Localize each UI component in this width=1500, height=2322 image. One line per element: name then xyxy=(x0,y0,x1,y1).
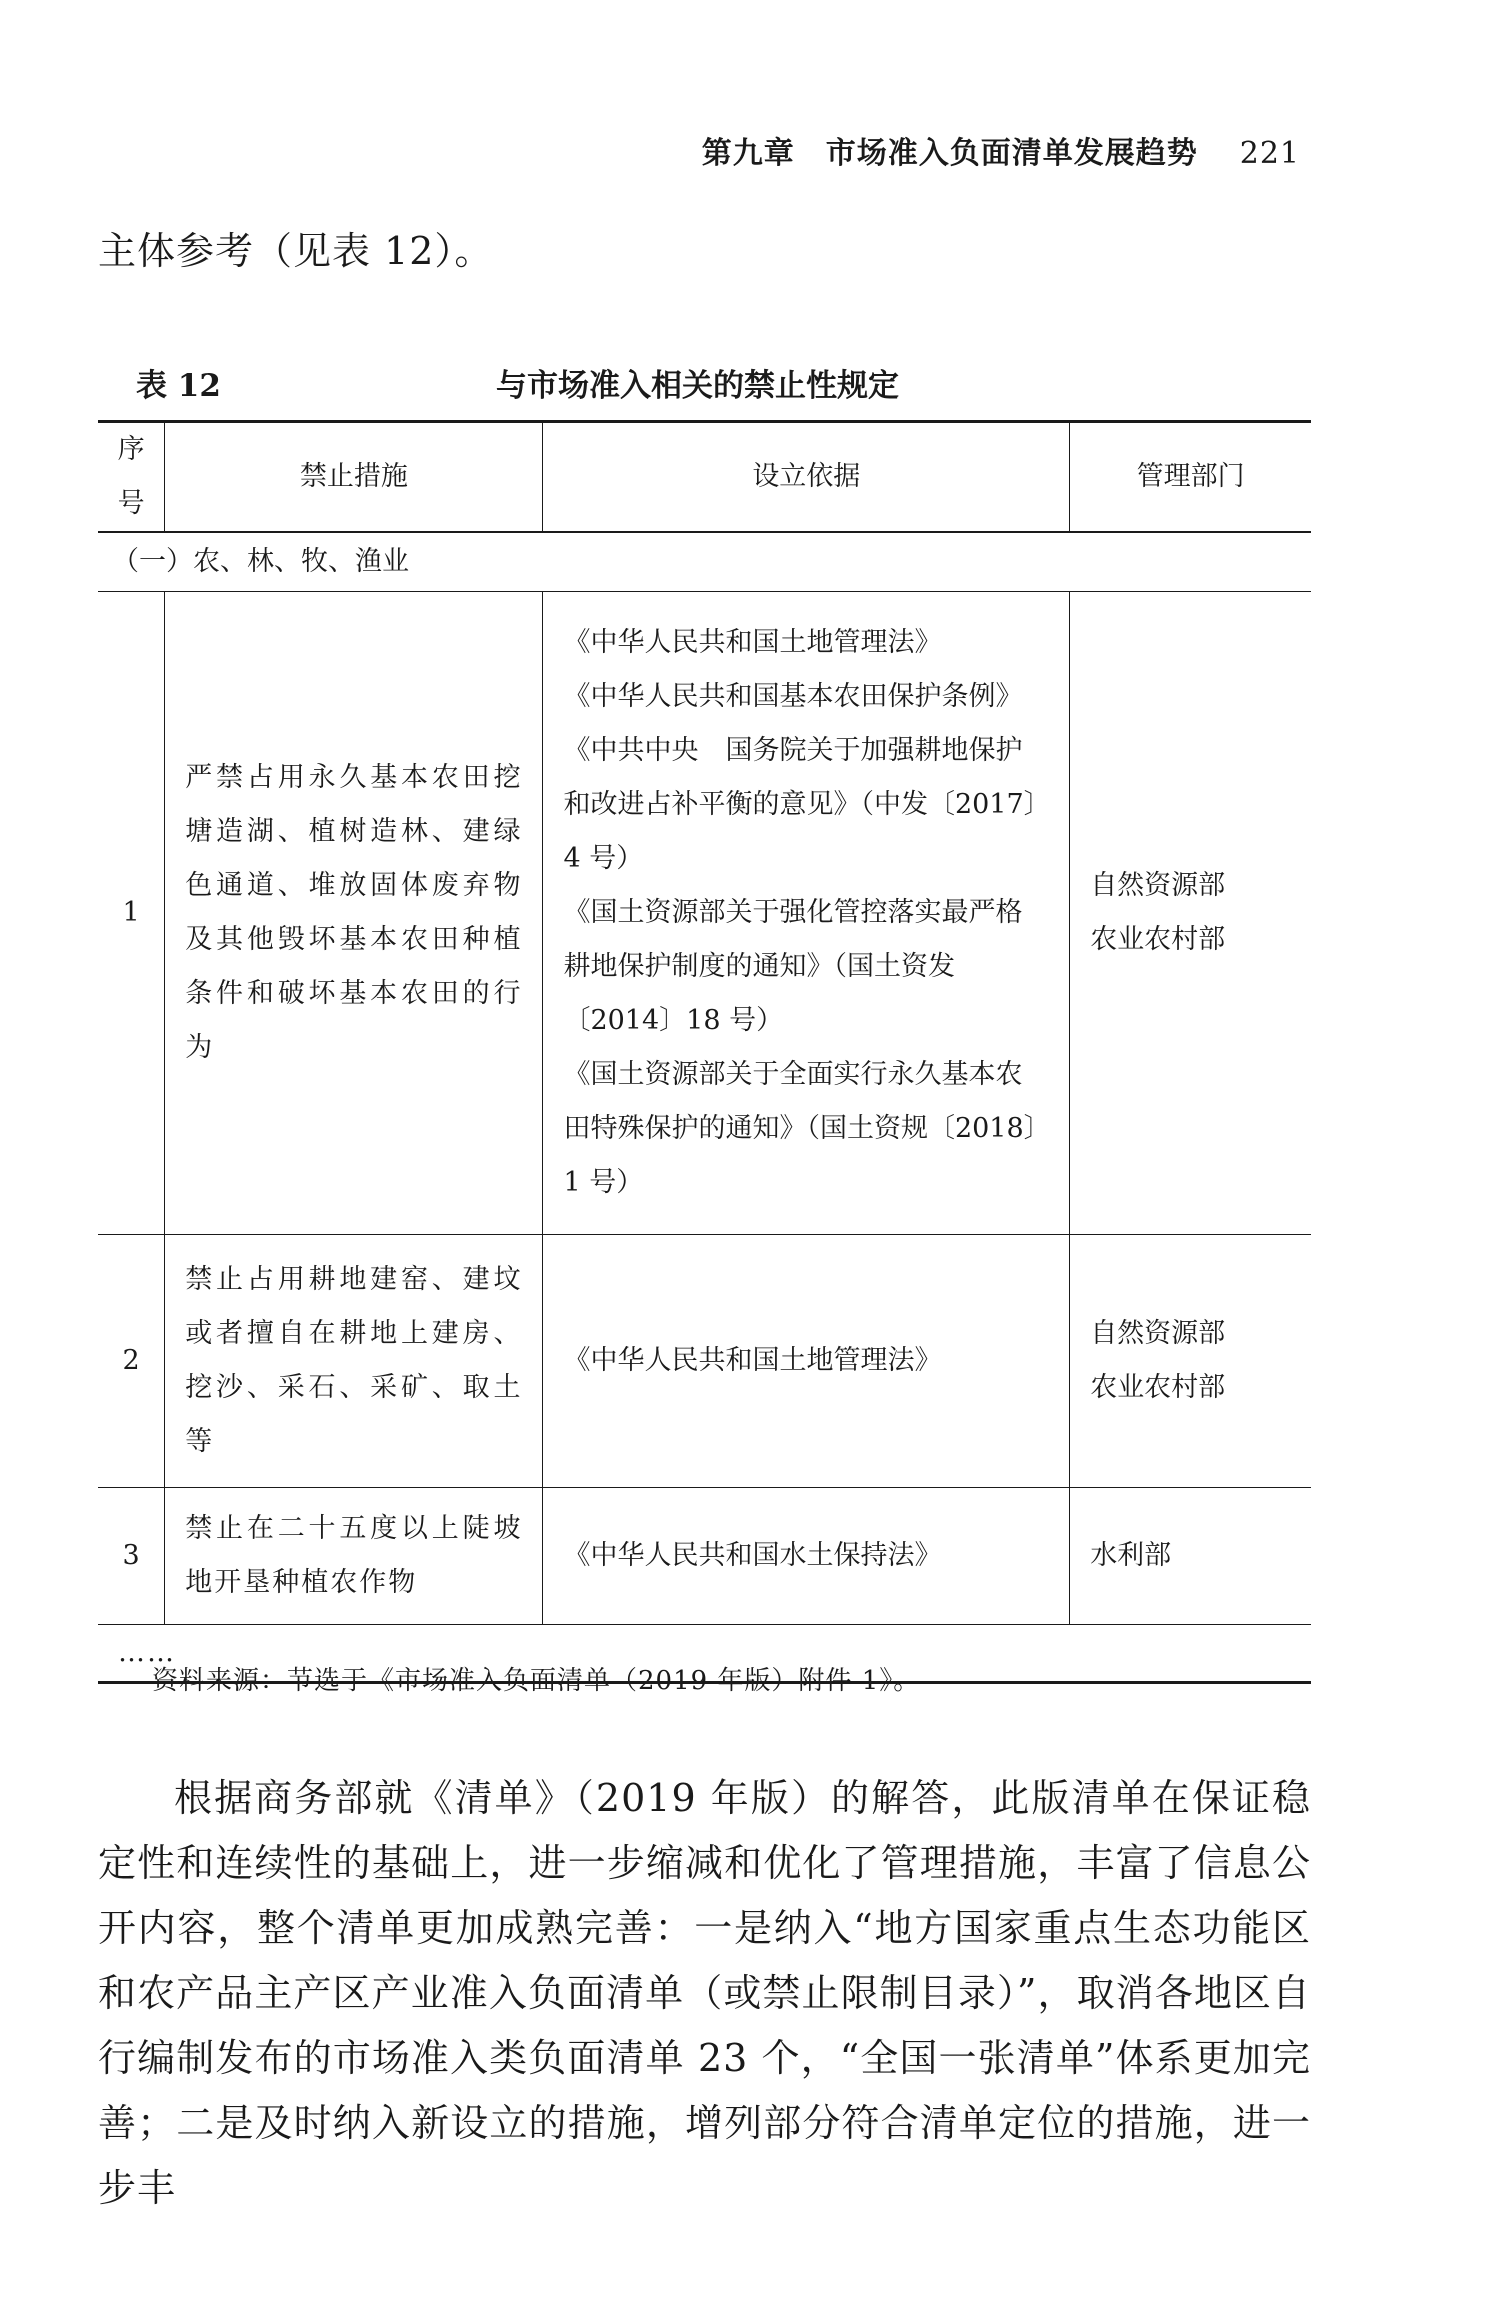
row-basis xyxy=(543,1488,1070,1625)
column-header-measure: 禁止措施 xyxy=(165,422,543,533)
dept-item: 自然资源部 xyxy=(1090,1318,1226,1349)
table-row xyxy=(98,1235,1311,1488)
table-title: 与市场准入相关的禁止性规定 xyxy=(496,368,899,404)
lead-text: 主体参考（见表 12）。 xyxy=(98,229,494,273)
category-row xyxy=(98,532,1311,592)
row-basis xyxy=(543,1235,1070,1488)
row-dept xyxy=(1070,1235,1311,1488)
column-header-dept: 管理部门 xyxy=(1070,422,1311,533)
row-basis xyxy=(543,592,1070,1235)
row-dept xyxy=(1070,592,1311,1235)
column-header-no: 序号 xyxy=(98,422,165,533)
row-measure: 禁止占用耕地建窑、建坟或者擅自在耕地上建房、挖沙、采石、采矿、取土等 xyxy=(165,1235,543,1488)
running-header xyxy=(600,128,1300,172)
basis-item: 《中华人民共和国基本农田保护条例》 xyxy=(563,681,1023,712)
body-paragraph xyxy=(98,1766,1311,2221)
table-number: 表 12 xyxy=(136,368,221,404)
dept-item: 农业农村部 xyxy=(1090,1372,1226,1403)
row-number: 2 xyxy=(98,1235,165,1488)
row-dept xyxy=(1070,1488,1311,1625)
dept-item: 自然资源部 xyxy=(1090,870,1226,901)
basis-item: 《国土资源部关于全面实行永久基本农田特殊保护的通知》（国土资规〔2018〕1 号） xyxy=(563,1059,1038,1198)
row-number: 3 xyxy=(98,1488,165,1625)
dept-item: 农业农村部 xyxy=(1090,924,1226,955)
source-note: 资料来源：节选于《市场准入负面清单（2019 年版）附件 1》。 xyxy=(152,1666,921,1696)
row-number: 1 xyxy=(98,592,165,1235)
table-row xyxy=(98,592,1311,1235)
row-measure: 严禁占用永久基本农田挖塘造湖、植树造林、建绿色通道、堆放固体废弃物及其他毁坏基本农田种植条件和破坏基本农田的行为 xyxy=(165,592,543,1235)
column-header-basis: 设立依据 xyxy=(543,422,1070,533)
paragraph-text: 根据商务部就《清单》（2019 年版）的解答，此版清单在保证稳定性和连续性的基础上，进一步缩减和优化了管理措施，丰富了信息公开内容，整个清单更加成熟完善：一是纳入“地方国家重点生态功能区和农产品主产区产业准入负面清单（或禁止限制目录）”，取消各地区自行编制发布的市场准入类负面清单 23 个，“全国一张清单”体系更加完善；二是及时纳入新设立的措施，增列部分符合清单定位的措施，进一步丰 xyxy=(98,1776,1311,2210)
chapter-title: 第九章 市场准入负面清单发展趋势 xyxy=(701,136,1198,171)
basis-item: 《中华人民共和国土地管理法》 xyxy=(563,627,942,658)
ellipsis: …… xyxy=(98,1625,1311,1683)
regulation-table xyxy=(98,420,1311,1684)
basis-item: 《中华人民共和国水土保持法》 xyxy=(563,1540,942,1571)
table-row xyxy=(98,1488,1311,1625)
row-measure: 禁止在二十五度以上陡坡地开垦种植农作物 xyxy=(165,1488,543,1625)
table-header-row xyxy=(98,422,1311,533)
dept-item: 水利部 xyxy=(1090,1540,1172,1571)
page-number: 221 xyxy=(1239,136,1300,171)
basis-item: 《国土资源部关于强化管控落实最严格耕地保护制度的通知》（国土资发〔2014〕18 号） xyxy=(563,897,1023,1036)
basis-item: 《中共中央 国务院关于加强耕地保护和改进占补平衡的意见》（中发〔2017〕4 号） xyxy=(563,735,1038,874)
category-label: （一）农、林、牧、渔业 xyxy=(98,532,1311,592)
basis-item: 《中华人民共和国土地管理法》 xyxy=(563,1345,942,1376)
